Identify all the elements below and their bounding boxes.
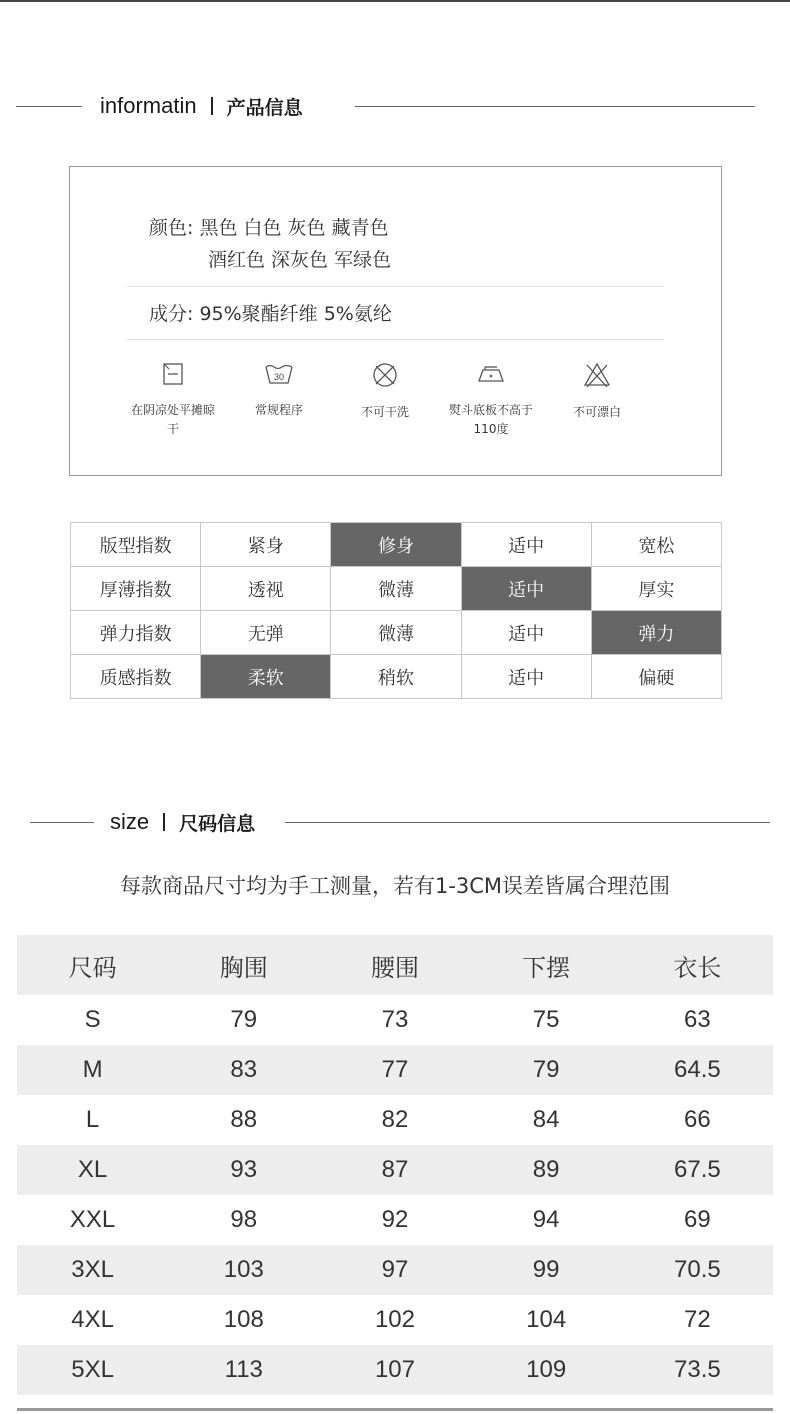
color-row xyxy=(149,213,389,240)
grid-option: 无弹 xyxy=(201,611,331,655)
size-cell: 5XL xyxy=(71,1356,114,1383)
size-cell: XXL xyxy=(69,1206,116,1233)
color-values-line1: 黑色 白色 灰色 藏青色 xyxy=(199,217,389,239)
grid-option-selected: 适中 xyxy=(461,567,591,611)
size-cell: M xyxy=(82,1056,103,1083)
grid-row-texture xyxy=(71,655,722,699)
material-row xyxy=(149,299,392,326)
care-item-no-bleach xyxy=(542,361,652,422)
size-title-en: size xyxy=(110,809,150,834)
table-cell: 102 xyxy=(374,1306,415,1333)
info-title-cn: 产品信息 xyxy=(226,96,303,119)
grid-row-thickness xyxy=(71,567,722,611)
grid-option: 微薄 xyxy=(331,611,461,655)
table-cell: 66 xyxy=(684,1106,711,1133)
info-divider-1 xyxy=(127,286,664,287)
size-cell: L xyxy=(85,1106,100,1133)
care-text: 熨斗底板不高于 110度 xyxy=(448,403,533,436)
care-text: 不可干洗 xyxy=(360,405,409,419)
table-cell: 73.5 xyxy=(674,1356,721,1383)
grid-option: 紧身 xyxy=(201,523,331,567)
size-table xyxy=(17,935,773,1395)
product-info-box xyxy=(69,166,722,476)
table-cell: 109 xyxy=(526,1356,567,1383)
table-cell: 73 xyxy=(381,1006,409,1033)
flat-dry-icon xyxy=(160,361,186,387)
table-cell: 93 xyxy=(230,1156,258,1183)
table-cell: 79 xyxy=(532,1056,560,1083)
grid-option: 适中 xyxy=(461,523,591,567)
color-values-line2: 酒红色 深灰色 军绿色 xyxy=(208,249,392,271)
fit-index-grid xyxy=(70,522,722,699)
size-section-header xyxy=(110,806,255,838)
table-row xyxy=(17,995,773,1045)
no-bleach-icon xyxy=(583,361,611,389)
table-cell: 108 xyxy=(223,1306,264,1333)
material-value: 95%聚酯纤维 5%氨纶 xyxy=(199,303,392,325)
grid-row-elasticity xyxy=(71,611,722,655)
table-cell: 69 xyxy=(684,1206,711,1233)
size-table-header xyxy=(17,935,773,995)
color-label: 颜色: xyxy=(149,217,194,239)
grid-label: 弹力指数 xyxy=(71,611,201,655)
table-cell: 87 xyxy=(381,1156,409,1183)
grid-option: 稍软 xyxy=(331,655,461,699)
table-cell: 97 xyxy=(381,1256,409,1283)
column-header: 腰围 xyxy=(370,953,419,982)
table-cell: 70.5 xyxy=(674,1256,721,1283)
table-cell: 77 xyxy=(381,1056,409,1083)
size-cell: XL xyxy=(77,1156,108,1183)
table-cell: 67.5 xyxy=(674,1156,721,1183)
table-cell: 82 xyxy=(381,1106,409,1133)
care-item-flat-dry xyxy=(118,361,228,439)
table-row xyxy=(17,1145,773,1195)
table-cell: 83 xyxy=(230,1056,258,1083)
grid-option: 偏硬 xyxy=(591,655,721,699)
care-item-wash xyxy=(224,361,334,420)
wash-30-icon xyxy=(263,361,295,387)
table-cell: 92 xyxy=(381,1206,409,1233)
size-header-line-right xyxy=(285,822,770,823)
care-text: 在阴凉处平摊晾 干 xyxy=(130,403,215,436)
grid-row-fit xyxy=(71,523,722,567)
grid-label: 版型指数 xyxy=(71,523,201,567)
grid-option: 宽松 xyxy=(591,523,721,567)
svg-text:30: 30 xyxy=(273,372,285,382)
info-divider-2 xyxy=(127,339,664,340)
size-header-line-left xyxy=(30,822,94,823)
grid-option: 厚实 xyxy=(591,567,721,611)
column-header: 衣长 xyxy=(673,953,722,982)
grid-option: 适中 xyxy=(461,655,591,699)
table-row xyxy=(17,1095,773,1145)
no-dry-clean-icon xyxy=(371,361,399,389)
header-separator xyxy=(211,97,213,115)
table-cell: 103 xyxy=(223,1256,264,1283)
care-text: 常规程序 xyxy=(254,403,303,417)
table-cell: 99 xyxy=(532,1256,560,1283)
grid-option-selected: 修身 xyxy=(331,523,461,567)
grid-option: 透视 xyxy=(201,567,331,611)
table-cell: 89 xyxy=(532,1156,560,1183)
bottom-border xyxy=(17,1408,773,1411)
table-cell: 107 xyxy=(374,1356,415,1383)
table-cell: 88 xyxy=(230,1106,258,1133)
table-cell: 79 xyxy=(230,1006,258,1033)
care-item-no-dry-clean xyxy=(330,361,440,422)
care-text: 不可漂白 xyxy=(572,405,621,419)
header-line-left xyxy=(16,106,82,107)
table-cell: 84 xyxy=(532,1106,560,1133)
info-section-header xyxy=(100,90,303,122)
care-item-iron xyxy=(436,361,546,439)
color-row-2 xyxy=(208,245,391,272)
table-row xyxy=(17,1245,773,1295)
table-cell: 104 xyxy=(526,1306,567,1333)
column-header: 尺码 xyxy=(68,953,117,982)
table-cell: 113 xyxy=(224,1356,263,1383)
table-cell: 72 xyxy=(684,1306,711,1333)
column-header: 下摆 xyxy=(522,953,571,982)
table-cell: 63 xyxy=(684,1006,711,1033)
table-row xyxy=(17,1295,773,1345)
table-cell: 75 xyxy=(532,1006,560,1033)
size-cell: 3XL xyxy=(71,1256,114,1283)
grid-option-selected: 弹力 xyxy=(591,611,721,655)
table-row xyxy=(17,1045,773,1095)
table-cell: 94 xyxy=(532,1206,560,1233)
table-cell: 98 xyxy=(230,1206,258,1233)
column-header: 胸围 xyxy=(219,953,268,982)
table-row xyxy=(17,1195,773,1245)
info-title-en: informatin xyxy=(100,93,197,118)
size-cell: 4XL xyxy=(71,1306,114,1333)
top-border xyxy=(0,0,790,2)
table-row xyxy=(17,1345,773,1395)
header-separator xyxy=(163,813,165,831)
iron-icon xyxy=(475,361,507,387)
size-title-cn: 尺码信息 xyxy=(179,812,256,835)
grid-label: 厚薄指数 xyxy=(71,567,201,611)
grid-option-selected: 柔软 xyxy=(201,655,331,699)
header-line-right xyxy=(355,106,755,107)
material-label: 成分: xyxy=(149,303,194,325)
grid-option: 适中 xyxy=(461,611,591,655)
grid-option: 微薄 xyxy=(331,567,461,611)
size-cell: S xyxy=(84,1006,101,1033)
table-cell: 64.5 xyxy=(674,1056,721,1083)
measurement-note: 每款商品尺寸均为手工测量，若有1-3CM误差皆属合理范围 xyxy=(119,874,671,898)
grid-label: 质感指数 xyxy=(71,655,201,699)
